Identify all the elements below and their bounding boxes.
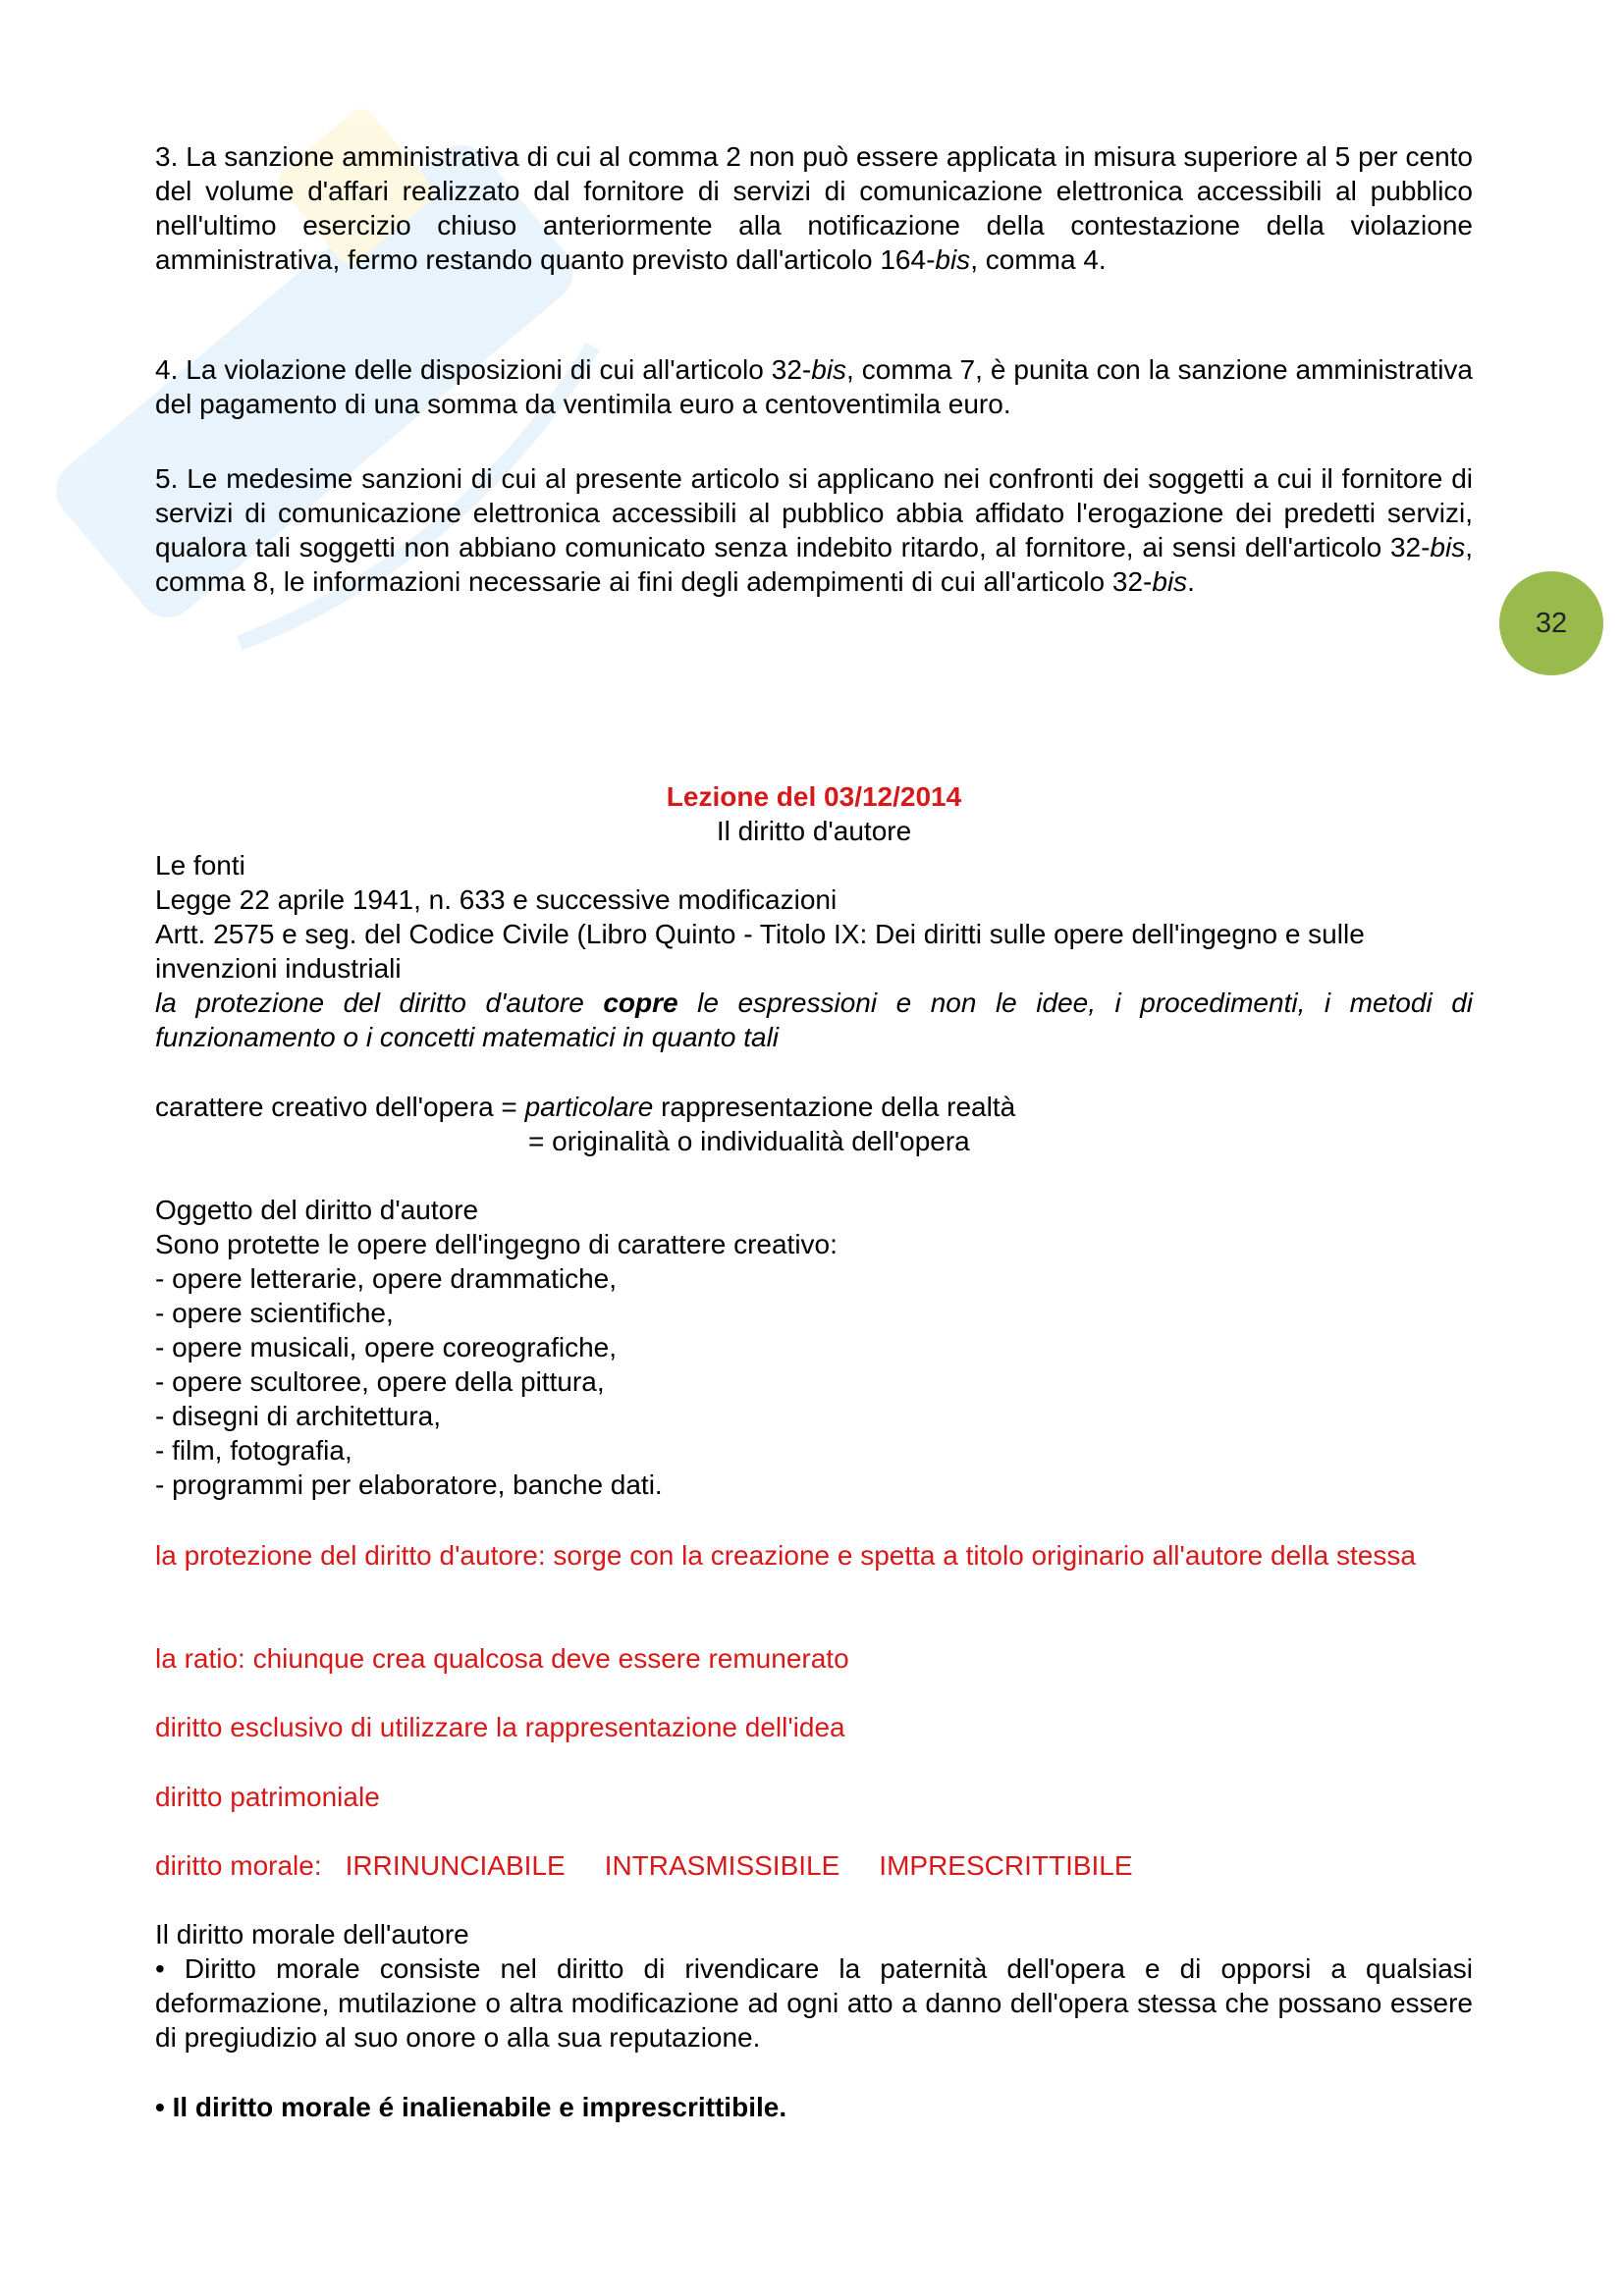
protection-scope: la protezione del diritto d'autore copre le espressioni e non le idee, i procedimenti, i metodi di funzionamento o i concetti matematici in quanto tali bbox=[155, 988, 1473, 1052]
moral-right-text: • Diritto morale consiste nel diritto di rivendicare la paternità dell'opera e di opporsi a qualsiasi deformazione, mutilazione o altra modificazione ad ogni atto a danno dell'opera stessa che possano essere di pregiudizio al suo onore o alla sua reputazione. bbox=[155, 1953, 1473, 2053]
list-item: - opere letterarie, opere drammatiche, bbox=[155, 1263, 617, 1294]
red-exclusive-right-note: diritto esclusivo di utilizzare la rappresentazione dell'idea bbox=[155, 1712, 845, 1742]
list-item: - film, fotografia, bbox=[155, 1435, 352, 1466]
lesson-subtitle: Il diritto d'autore bbox=[716, 816, 912, 846]
list-item: - programmi per elaboratore, banche dati. bbox=[155, 1469, 663, 1500]
civil-code-reference: Artt. 2575 e seg. del Codice Civile (Libro Quinto - Titolo IX: Dei diritti sulle opere dell'ingegno e sulle invenzioni industriali bbox=[155, 919, 1365, 984]
page-number-badge bbox=[1499, 571, 1603, 675]
list-item: - disegni di architettura, bbox=[155, 1401, 442, 1431]
creative-character: carattere creativo dell'opera = particolare rappresentazione della realtà bbox=[155, 1092, 1016, 1122]
paragraph-5: 5. Le medesime sanzioni di cui al presente articolo si applicano nei confronti dei soggetti a cui il fornitore di servizi di comunicazione elettronica accessibili al pubblico abbia affidato l'erogazione dei predetti servizi, qualora tali soggetti non abbiano comunicato senza indebito ritardo, al fornitore, ai sensi dell'articolo 32-bis, comma 8, le informazioni necessarie ai fini degli adempimenti di cui all'articolo 32-bis. bbox=[155, 463, 1473, 597]
red-ratio-note: la ratio: chiunque crea qualcosa deve essere remunerato bbox=[155, 1643, 849, 1674]
red-protection-note: la protezione del diritto d'autore: sorge con la creazione e spetta a titolo originario all'autore della stessa bbox=[155, 1540, 1416, 1571]
paragraph-3: 3. La sanzione amministrativa di cui al comma 2 non può essere applicata in misura superiore al 5 per cento del volume d'affari realizzato dal fornitore di servizi di comunicazione elettronica accessibili al pubblico nell'ultimo esercizio chiuso anteriormente alla notificazione della contestazione della violazione amministrativa, fermo restando quanto previsto dall'articolo 164-bis, comma 4. bbox=[155, 141, 1473, 275]
law-reference: Legge 22 aprile 1941, n. 633 e successive modificazioni bbox=[155, 884, 838, 915]
object-intro: Sono protette le opere dell'ingegno di carattere creativo: bbox=[155, 1229, 838, 1259]
list-item: - opere scultoree, opere della pittura, bbox=[155, 1366, 605, 1397]
moral-right-bold-note: • Il diritto morale é inalienabile e imprescrittibile. bbox=[155, 2092, 787, 2122]
list-item: - opere musicali, opere coreografiche, bbox=[155, 1332, 618, 1362]
paragraph-4: 4. La violazione delle disposizioni di cui all'articolo 32-bis, comma 7, è punita con la sanzione amministrativa del pagamento di una somma da ventimila euro a centoventimila euro. bbox=[155, 354, 1473, 419]
moral-right-title: Il diritto morale dell'autore bbox=[155, 1919, 469, 1949]
works-list bbox=[155, 1261, 1473, 1502]
object-title: Oggetto del diritto d'autore bbox=[155, 1195, 479, 1225]
page-number: 32 bbox=[1535, 607, 1568, 639]
creative-character-line2: = originalità o individualità dell'opera bbox=[528, 1126, 970, 1156]
red-patrimonial-note: diritto patrimoniale bbox=[155, 1782, 380, 1812]
lesson-title: Lezione del 03/12/2014 bbox=[666, 781, 962, 812]
red-moral-right-note: diritto morale: IRRINUNCIABILE INTRASMISSIBILE IMPRESCRITTIBILE bbox=[155, 1850, 1133, 1881]
list-item: - opere scientifiche, bbox=[155, 1298, 394, 1328]
sources-label: Le fonti bbox=[155, 850, 245, 881]
